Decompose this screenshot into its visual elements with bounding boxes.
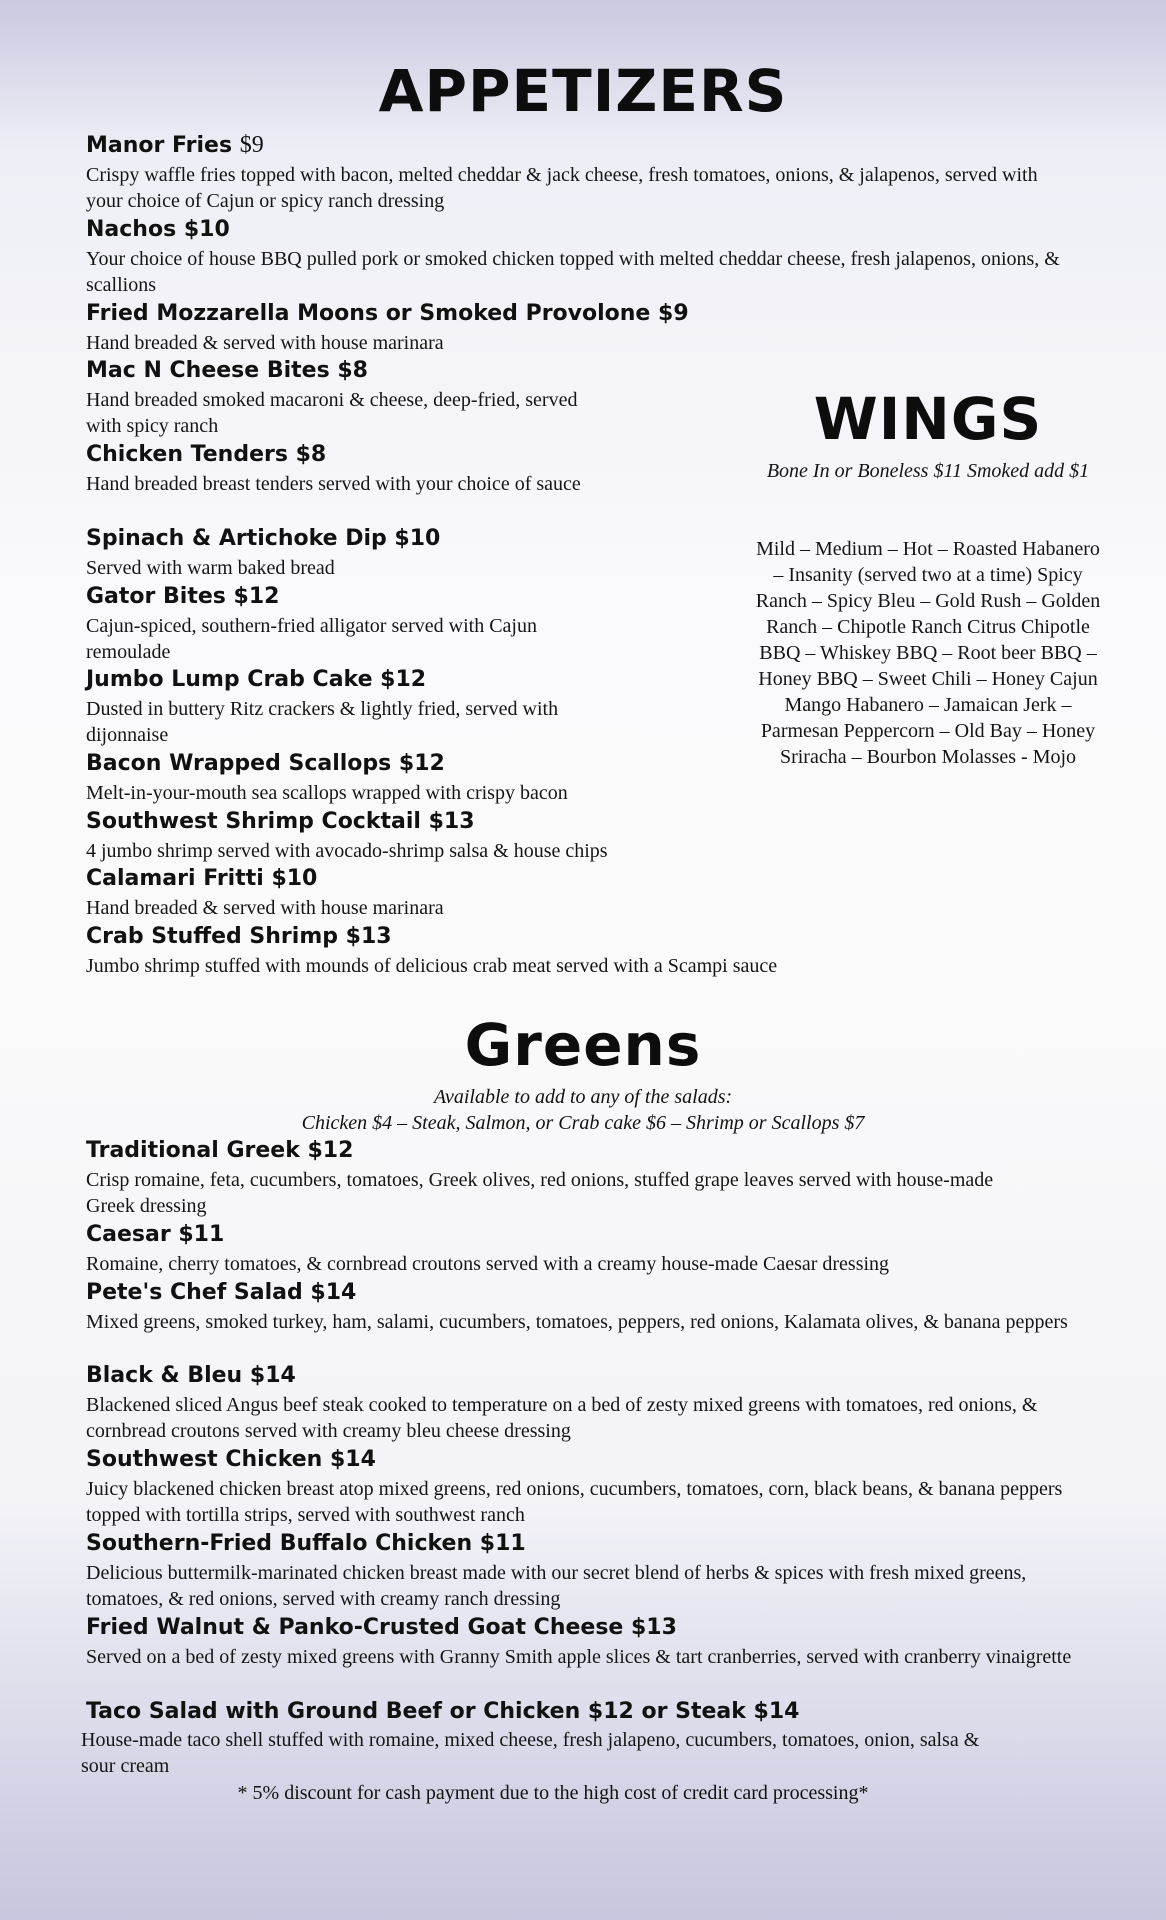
menu-item-price: $9 [239, 132, 264, 158]
menu-item-description: Hand breaded & served with house marinara [86, 897, 444, 919]
menu-item-description: Dusted in buttery Ritz crackers & lightly fried, served with dijonnaise [86, 698, 559, 746]
menu-item-title: Nachos $10 [86, 217, 230, 242]
menu-item-description: Served on a bed of zesty mixed greens with Granny Smith apple slices & tart cranberries, served with cranberry vinaigrette [86, 1646, 1072, 1668]
menu-item-title: Bacon Wrapped Scallops $12 [86, 751, 445, 776]
menu-item-title: Jumbo Lump Crab Cake $12 [86, 667, 427, 692]
menu-item-title: Traditional Greek $12 [86, 1138, 354, 1163]
wings-subtitle: Bone In or Boneless $11 Smoked add $1 [766, 460, 1090, 482]
menu-item-title: Black & Bleu $14 [86, 1363, 296, 1388]
menu-item-title: Fried Mozzarella Moons or Smoked Provolone $9 [86, 301, 689, 326]
menu-item-description: 4 jumbo shrimp served with avocado-shrimp salsa & house chips [86, 840, 608, 862]
menu-item-description: Served with warm baked bread [86, 557, 335, 579]
menu-item-description: Juicy blackened chicken breast atop mixed greens, red onions, cucumbers, tomatoes, corn, black beans, & banana peppers topped with tortilla strips, served with southwest ranch [86, 1478, 1063, 1526]
greens-addon-prices: Chicken $4 – Steak, Salmon, or Crab cake $6 – Shrimp or Scallops $7 [301, 1112, 865, 1134]
menu-item-description: Melt-in-your-mouth sea scallops wrapped with crispy bacon [86, 782, 568, 804]
menu-item-title: Calamari Fritti $10 [86, 866, 318, 891]
appetizers-heading: APPETIZERS [378, 57, 788, 125]
menu-item-title: Crab Stuffed Shrimp $13 [86, 924, 392, 949]
cash-discount-note: * 5% discount for cash payment due to the high cost of credit card processing* [237, 1782, 869, 1804]
menu-item-description: Blackened sliced Angus beef steak cooked to temperature on a bed of zesty mixed greens with tomatoes, red onions, & cornbread croutons served with creamy bleu cheese dressing [86, 1394, 1038, 1442]
menu-item-title: Southwest Chicken $14 [86, 1447, 376, 1472]
menu-item-description: House-made taco shell stuffed with romaine, mixed cheese, fresh jalapeno, cucumbers, tomatoes, onion, salsa & sour cream [81, 1729, 980, 1777]
menu-item-description: Romaine, cherry tomatoes, & cornbread croutons served with a creamy house-made Caesar dressing [86, 1253, 890, 1275]
menu-item-title [86, 131, 264, 160]
greens-heading: Greens [464, 1011, 702, 1079]
menu-item-description: Hand breaded breast tenders served with your choice of sauce [86, 473, 581, 495]
menu-item-title: Mac N Cheese Bites $8 [86, 358, 368, 383]
menu-item-title: Taco Salad with Ground Beef or Chicken $12 or Steak $14 [86, 1699, 800, 1724]
menu-item-description: Crisp romaine, feta, cucumbers, tomatoes, Greek olives, red onions, stuffed grape leaves served with house-made Greek dressing [86, 1169, 994, 1217]
menu-item-description: Your choice of house BBQ pulled pork or smoked chicken topped with melted cheddar cheese, fresh jalapenos, onions, & scallions [86, 248, 1060, 296]
menu-item-title: Spinach & Artichoke Dip $10 [86, 526, 441, 551]
menu-item-title: Southern-Fried Buffalo Chicken $11 [86, 1531, 526, 1556]
menu-item-title: Caesar $11 [86, 1222, 225, 1247]
menu-item-name: Manor Fries [86, 133, 233, 158]
greens-addon-intro: Available to add to any of the salads: [433, 1086, 733, 1108]
wings-flavor-list: Mild – Medium – Hot – Roasted Habanero – Insanity (served two at a time) Spicy Ranch – Spicy Bleu – Gold Rush – Golden Ranch – Chipotle Ranch Citrus Chipotle BBQ – Whiskey BBQ – Root beer BBQ – Honey BBQ – Sweet Chili – Honey Cajun Mango Habanero – Jamaican Jerk – Parmesan Peppercorn – Old Bay – Honey Sriracha – Bourbon Molasses - Mojo [755, 538, 1101, 768]
menu-item-title: Chicken Tenders $8 [86, 442, 327, 467]
menu-item-description: Mixed greens, smoked turkey, ham, salami, cucumbers, tomatoes, peppers, red onions, Kalamata olives, & banana peppers [86, 1311, 1068, 1333]
menu-item-description: Cajun-spiced, southern-fried alligator served with Cajun remoulade [86, 615, 537, 663]
menu-item-description: Hand breaded smoked macaroni & cheese, deep-fried, served with spicy ranch [86, 389, 578, 437]
menu-item-title: Fried Walnut & Panko-Crusted Goat Cheese $13 [86, 1615, 677, 1640]
menu-item-description: Delicious buttermilk-marinated chicken breast made with our secret blend of herbs & spices with fresh mixed greens, tomatoes, & red onions, served with creamy ranch dressing [86, 1562, 1027, 1610]
menu-item-title: Pete's Chef Salad $14 [86, 1280, 357, 1305]
wings-heading: WINGS [813, 385, 1043, 453]
menu-item-title: Southwest Shrimp Cocktail $13 [86, 809, 475, 834]
menu-item-title: Gator Bites $12 [86, 584, 280, 609]
menu-item-description: Crispy waffle fries topped with bacon, melted cheddar & jack cheese, fresh tomatoes, onions, & jalapenos, served with your choice of Cajun or spicy ranch dressing [86, 164, 1038, 212]
menu-item-description: Jumbo shrimp stuffed with mounds of delicious crab meat served with a Scampi sauce [86, 955, 778, 977]
menu-item-description: Hand breaded & served with house marinara [86, 332, 444, 354]
